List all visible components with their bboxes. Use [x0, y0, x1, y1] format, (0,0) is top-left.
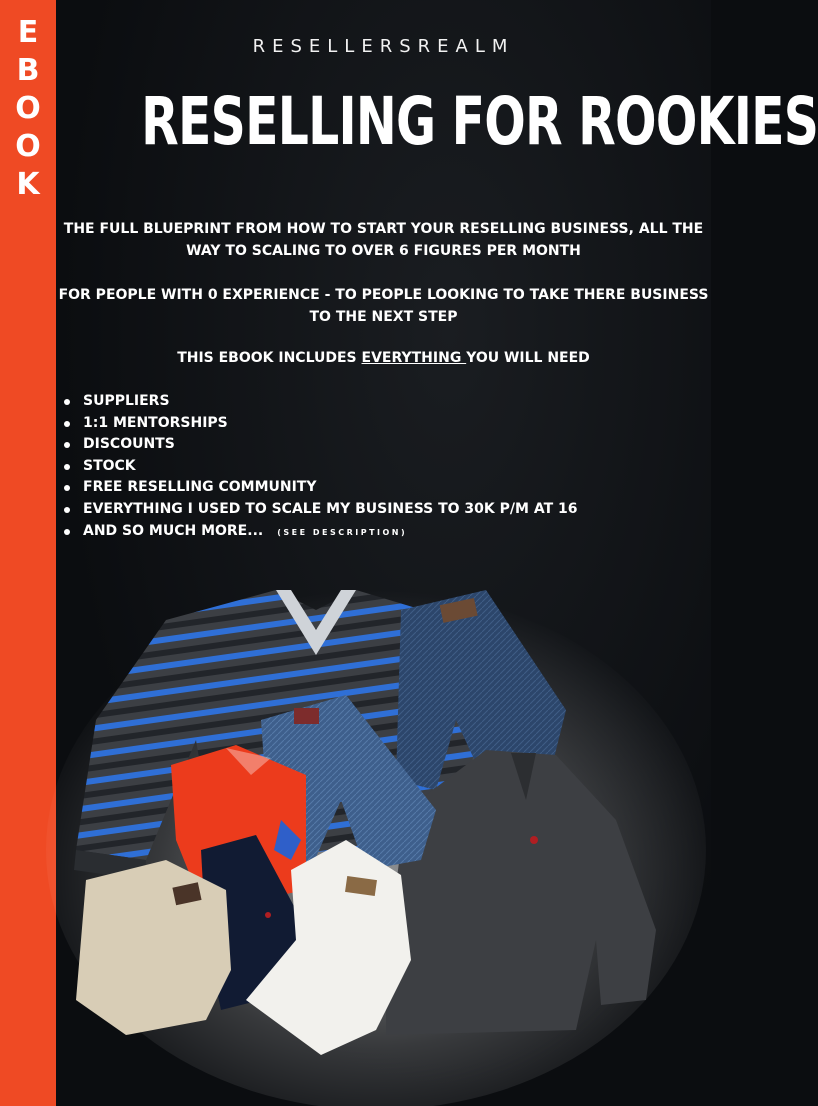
brand-name: RESELLERSREALM	[252, 36, 515, 57]
list-item	[63, 499, 577, 521]
spine-letter: E	[17, 15, 39, 50]
see-description-note: (SEE DESCRIPTION)	[277, 527, 408, 537]
ebook-spine	[0, 0, 56, 1106]
list-item	[63, 413, 577, 435]
list-item	[63, 391, 577, 413]
beige-chinos	[76, 860, 231, 1035]
page-title: RESELLING FOR ROOKIES	[141, 83, 818, 160]
list-item-label: EVERYTHING I USED TO SCALE MY BUSINESS TO 30K P/M AT 16	[83, 500, 578, 517]
spine-letter: O	[15, 91, 41, 126]
spine-label	[0, 14, 56, 204]
spine-letter: K	[16, 167, 40, 202]
cover-main	[56, 0, 818, 1106]
list-item-label: DISCOUNTS	[83, 436, 175, 453]
includes-before: THIS EBOOK INCLUDES	[177, 350, 362, 366]
intro-line: THE FULL BLUEPRINT FROM HOW TO START YOUR RESELLING BUSINESS, ALL THE	[63, 221, 704, 237]
list-item-label: 1:1 MENTORSHIPS	[83, 414, 228, 431]
list-item-label: FREE RESELLING COMMUNITY	[83, 479, 317, 496]
list-item-label: STOCK	[83, 457, 136, 474]
list-item	[63, 434, 577, 456]
clothing-bundle-photo	[56, 560, 711, 1106]
list-item-label: SUPPLIERS	[83, 393, 170, 409]
spine-letter: O	[15, 129, 41, 164]
list-item	[63, 477, 577, 499]
list-item-label: AND SO MUCH MORE...	[83, 522, 264, 539]
intro-paragraph	[56, 218, 711, 262]
includes-emphasis: EVERYTHING	[361, 350, 467, 366]
audience-line: TO THE NEXT STEP	[309, 309, 458, 325]
list-item	[63, 521, 577, 544]
audience-line: FOR PEOPLE WITH 0 EXPERIENCE - TO PEOPLE LOOKING TO TAKE THERE BUSINESS	[58, 287, 709, 303]
audience-paragraph	[56, 284, 711, 328]
list-item	[63, 456, 577, 478]
includes-heading	[56, 347, 711, 369]
spine-letter: B	[16, 53, 40, 88]
intro-line: WAY TO SCALING TO OVER 6 FIGURES PER MONTH	[186, 243, 581, 259]
feature-list	[63, 391, 577, 543]
includes-after: YOU WILL NEED	[466, 350, 590, 366]
